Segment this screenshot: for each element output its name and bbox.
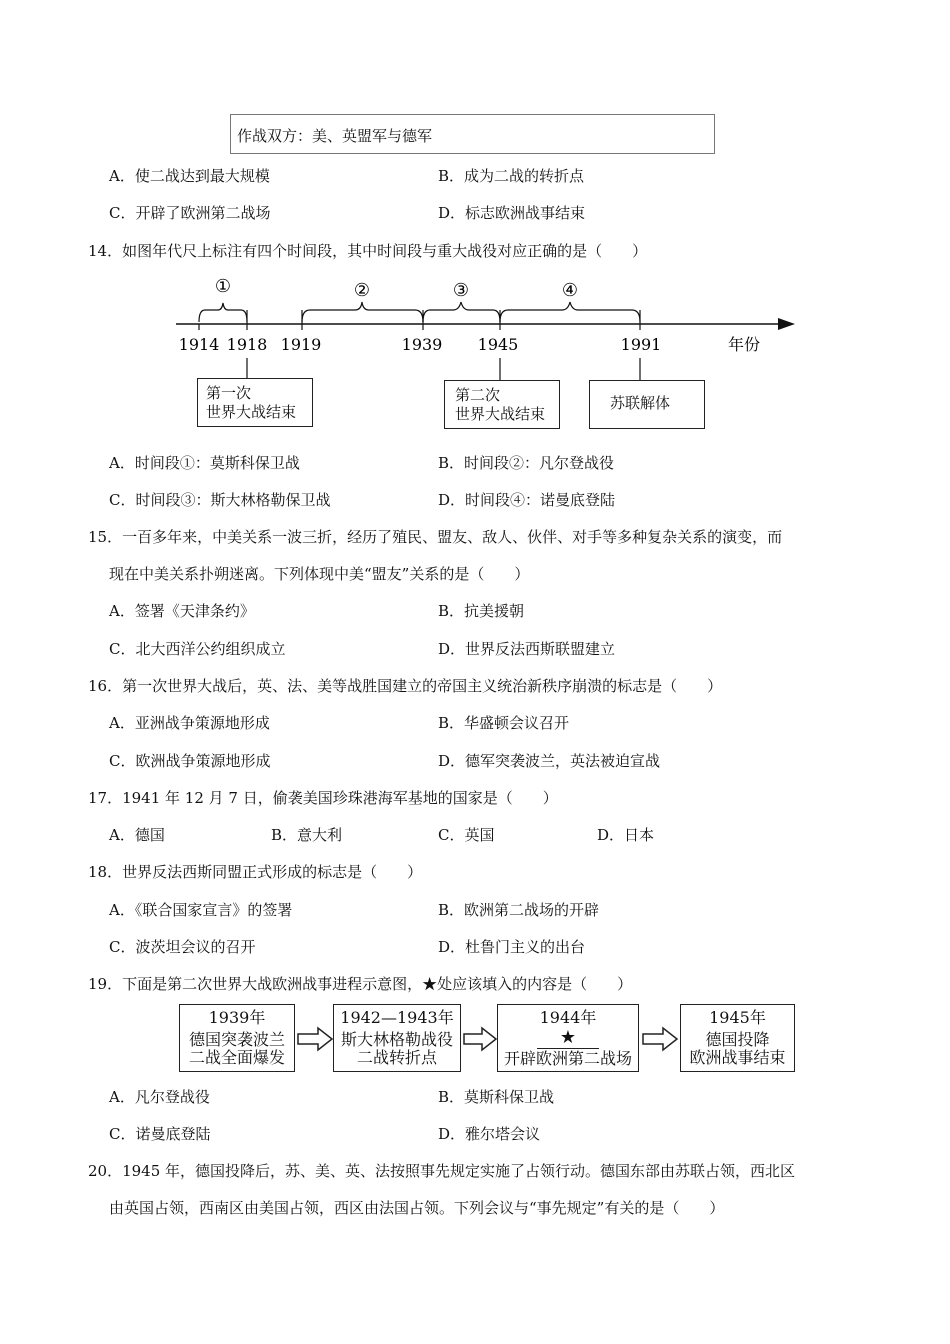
q13-option-d[interactable]: D．标志欧洲战事结束 <box>438 204 586 222</box>
q19-option-c[interactable]: C．诺曼底登陆 <box>109 1125 211 1143</box>
segment-label-1: ① <box>214 276 232 297</box>
brace-4 <box>500 302 640 322</box>
q19-stem: 19．下面是第二次世界大战欧洲战事进程示意图，★处应该填入的内容是（ ） <box>88 975 633 993</box>
q18-option-b[interactable]: B．欧洲第二战场的开辟 <box>438 901 600 919</box>
q17-stem: 17．1941 年 12 月 7 日，偷袭美国珍珠港海军基地的国家是（ ） <box>88 789 558 807</box>
flow-arrow-icon <box>462 1026 498 1052</box>
q15-stem-line2: 现在中美关系扑朔迷离。下列体现中美“盟友”关系的是（ ） <box>109 565 530 583</box>
q16-option-b[interactable]: B．华盛顿会议召开 <box>438 714 570 732</box>
flow-box-1945 <box>680 1004 795 1072</box>
flow-year: 1944年 <box>539 1008 597 1027</box>
flow-line2: 开辟欧洲第二战场 <box>503 1049 632 1068</box>
year-label: 1991 <box>620 335 662 354</box>
ww2-end-line2: 世界大战结束 <box>455 405 546 423</box>
ww1-end-line1: 第一次 <box>206 384 252 402</box>
flow-line2: 二战转折点 <box>356 1048 437 1067</box>
flow-line2: 二战全面爆发 <box>188 1048 285 1067</box>
flow-arrow-icon <box>296 1026 334 1052</box>
year-label: 1919 <box>280 335 322 354</box>
flow-box-1939 <box>179 1004 295 1072</box>
q19-option-b[interactable]: B．莫斯科保卫战 <box>438 1088 555 1106</box>
q17-option-a[interactable]: A．德国 <box>109 826 165 844</box>
timeline-arrow-icon <box>778 318 795 330</box>
brace-1 <box>199 303 247 322</box>
flow-line1: 德国突袭波兰 <box>188 1030 285 1049</box>
ww2-end-box <box>444 380 560 429</box>
ussr-dissolution-text: 苏联解体 <box>610 394 671 412</box>
q15-option-b[interactable]: B．抗美援朝 <box>438 602 525 620</box>
ww1-end-line2: 世界大战结束 <box>206 403 297 421</box>
year-label: 1914 <box>178 335 220 354</box>
q14-option-b[interactable]: B．时间段②：凡尔登战役 <box>438 454 615 472</box>
q19-option-a[interactable]: A．凡尔登战役 <box>109 1088 210 1106</box>
flow-star-icon: ★ <box>559 1027 577 1048</box>
q15-option-d[interactable]: D．世界反法西斯联盟建立 <box>438 640 616 658</box>
q16-option-a[interactable]: A．亚洲战争策源地形成 <box>109 714 270 732</box>
flow-line2: 欧洲战事结束 <box>689 1048 786 1067</box>
brace-3 <box>423 302 500 322</box>
segment-label-4: ④ <box>561 280 579 301</box>
q19-option-d[interactable]: D．雅尔塔会议 <box>438 1125 541 1143</box>
q13-info-text: 作战双方：美、英盟军与德军 <box>237 127 433 145</box>
flow-arrow-icon <box>641 1026 679 1052</box>
q13-option-b[interactable]: B．成为二战的转折点 <box>438 167 585 185</box>
q16-stem: 16．第一次世界大战后，英、法、美等战胜国建立的帝国主义统治新秩序崩溃的标志是（ ） <box>88 677 723 695</box>
flow-line1: 德国投降 <box>705 1030 770 1049</box>
q16-option-d[interactable]: D．德军突袭波兰，英法被迫宣战 <box>438 752 661 770</box>
flow-box-1944 <box>497 1004 639 1072</box>
flow-box-1942 <box>333 1004 461 1072</box>
q14-option-d[interactable]: D．时间段④：诺曼底登陆 <box>438 491 616 509</box>
flow-line1: 斯大林格勒战役 <box>340 1030 453 1049</box>
q18-option-d[interactable]: D．杜鲁门主义的出台 <box>438 938 586 956</box>
q15-option-a[interactable]: A．签署《天津条约》 <box>109 602 255 620</box>
q16-option-c[interactable]: C．欧洲战争策源地形成 <box>109 752 271 770</box>
q17-option-d[interactable]: D．日本 <box>597 826 655 844</box>
year-label: 1945 <box>477 335 519 354</box>
flow-year: 1945年 <box>709 1008 766 1027</box>
segment-label-3: ③ <box>452 280 470 301</box>
q18-option-c[interactable]: C．波茨坦会议的召开 <box>109 938 256 956</box>
q14-option-c[interactable]: C．时间段③：斯大林格勒保卫战 <box>109 491 331 509</box>
q18-stem: 18．世界反法西斯同盟正式形成的标志是（ ） <box>88 863 423 881</box>
flow-year: 1939年 <box>208 1008 266 1027</box>
q14-option-a[interactable]: A．时间段①：莫斯科保卫战 <box>109 454 300 472</box>
year-label: 1939 <box>401 335 443 354</box>
q17-option-b[interactable]: B．意大利 <box>271 826 343 844</box>
q17-option-c[interactable]: C．英国 <box>438 826 495 844</box>
q14-stem: 14．如图年代尺上标注有四个时间段，其中时间段与重大战役对应正确的是（ ） <box>88 242 648 260</box>
year-label: 1918 <box>226 335 268 354</box>
axis-label: 年份 <box>727 335 761 354</box>
q15-option-c[interactable]: C．北大西洋公约组织成立 <box>109 640 286 658</box>
ww1-end-box <box>197 378 313 427</box>
segment-label-2: ② <box>353 280 371 301</box>
q18-option-a[interactable]: A．《联合国家宣言》的签署 <box>109 901 293 919</box>
ussr-dissolution-box <box>589 380 705 429</box>
q20-stem-line1: 20．1945 年，德国投降后，苏、美、英、法按照事先规定实施了占领行动。德国东部由苏联占领，西北区 <box>88 1162 796 1180</box>
q13-option-a[interactable]: A．使二战达到最大规模 <box>109 167 270 185</box>
flow-year: 1942—1943年 <box>340 1008 454 1027</box>
ww2-end-line1: 第二次 <box>455 386 501 404</box>
q20-stem-line2: 由英国占领，西南区由美国占领，西区由法国占领。下列会议与“事先规定”有关的是（ ） <box>109 1199 725 1217</box>
q15-stem-line1: 15．一百多年来，中美关系一波三折，经历了殖民、盟友、敌人、伙伴、对手等多种复杂关系的演变，而 <box>88 528 783 546</box>
q13-info-box <box>230 114 715 154</box>
brace-2 <box>302 302 423 322</box>
q13-option-c[interactable]: C．开辟了欧洲第二战场 <box>109 204 271 222</box>
